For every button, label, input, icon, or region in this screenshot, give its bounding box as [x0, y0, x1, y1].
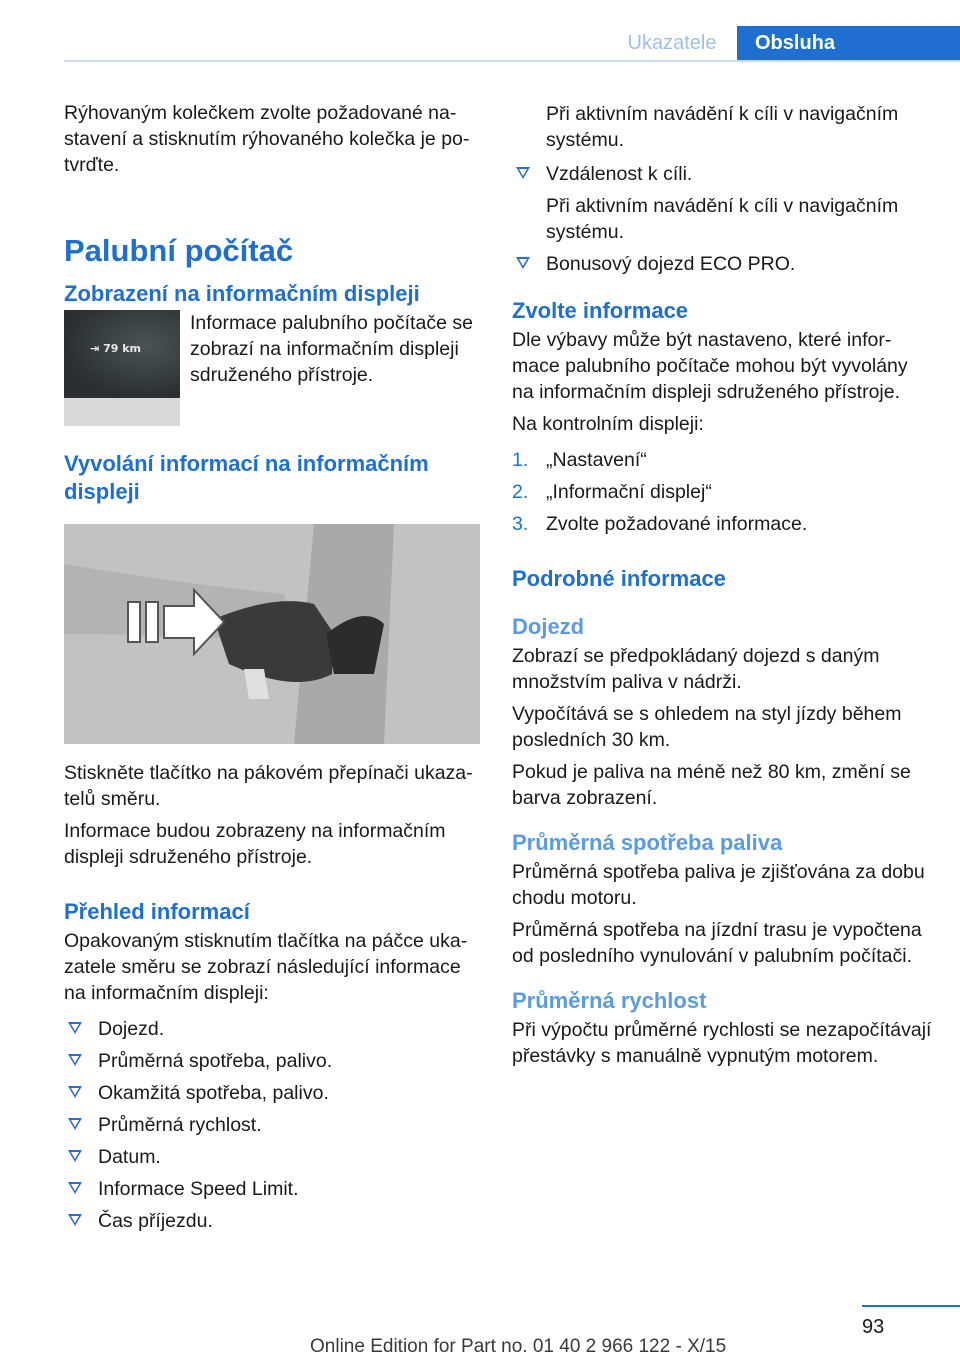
section-heading-detail: Podrobné informace: [512, 566, 726, 591]
triangle-bullet-icon: [68, 1214, 82, 1226]
lever-illustration: [64, 524, 480, 744]
continued-bullet-text: Při aktivním navádění k cíli v navigačním systému.: [546, 103, 899, 151]
list-item: [64, 1112, 484, 1144]
list-item-text: Informace Speed Limit.: [98, 1178, 299, 1200]
section-heading-display: Zobrazení na informačním displeji: [64, 281, 420, 306]
overview-paragraph: Opakovaným stisknutím tlačítka na páčce ukazatele směru se zobrazí následující informace na informačním displeji:: [64, 930, 468, 1004]
list-item-text: Vzdálenost k cíli.: [546, 163, 693, 185]
page-number: 93: [862, 1316, 885, 1338]
list-item: [64, 1080, 484, 1112]
section-tab-obsluha[interactable]: Obsluha: [737, 26, 960, 61]
list-item-text: Čas příjezdu.: [98, 1210, 213, 1232]
list-item-text: Průměrná spotřeba, palivo.: [98, 1050, 333, 1072]
step-text: „Nastavení“: [546, 449, 647, 471]
triangle-bullet-icon: [68, 1182, 82, 1194]
footer-divider: [862, 1305, 960, 1307]
choose-paragraph: Dle výbavy může být nastaveno, které informace palubního počítače mohou být vyvolány na informačním displeji sdruženého přístroje.: [512, 329, 908, 403]
page-header: [0, 0, 960, 62]
range-readout: [90, 336, 141, 362]
list-item: [64, 1048, 484, 1080]
subheading-average-consumption: Průměrná spotřeba paliva: [512, 830, 783, 855]
fuel-range-icon: ⇥: [90, 342, 100, 355]
control-display-paragraph: Na kontrolním displeji:: [512, 413, 704, 435]
subheading-range: Dojezd: [512, 614, 585, 639]
section-tab-ukazatele[interactable]: Ukazatele: [627, 32, 717, 54]
list-item: [64, 1016, 484, 1048]
range-paragraph-3: Pokud je paliva na méně než 80 km, změní se barva zobrazení.: [512, 761, 911, 809]
range-paragraph-2: Vypočítává se s ohledem na styl jízdy během posledních 30 km.: [512, 703, 902, 751]
call-paragraph-1: Stiskněte tlačítko na pákovém přepínači ukazatelů směru.: [64, 762, 473, 810]
triangle-bullet-icon: [68, 1150, 82, 1162]
triangle-bullet-icon: [68, 1022, 82, 1034]
subheading-average-speed: Průměrná rychlost: [512, 988, 707, 1013]
list-item: [64, 1208, 484, 1240]
step-number: 2.: [512, 481, 529, 503]
steps-list: [512, 447, 932, 543]
section-heading-overview: Přehled informací: [64, 899, 250, 924]
triangle-bullet-icon: [68, 1054, 82, 1066]
list-item: [64, 1144, 484, 1176]
call-paragraph-2: Informace budou zobrazeny na informačním displeji sdruženého přístroje.: [64, 820, 446, 868]
info-list-continued: [512, 161, 932, 283]
display-description: Informace palubního počítače se zobrazí na informačním displeji sdruženého přístroje.: [190, 312, 473, 386]
chapter-title: Palubní počítač: [64, 233, 294, 268]
triangle-bullet-icon: [68, 1086, 82, 1098]
range-paragraph-1: Zobrazí se předpokládaný dojezd s daným množstvím paliva v nádrži.: [512, 645, 880, 693]
list-item-subtext: Při aktivním navádění k cíli v navigačním systému.: [546, 195, 899, 243]
step-item: [512, 447, 932, 479]
step-item: [512, 479, 932, 511]
triangle-bullet-icon: [68, 1118, 82, 1130]
list-item: [512, 161, 932, 251]
list-item: [64, 1176, 484, 1208]
display-bezel: [64, 398, 180, 426]
display-illustration-block: [64, 310, 484, 432]
section-heading-choose: Zvolte informace: [512, 298, 689, 323]
left-column: [64, 100, 484, 1240]
triangle-bullet-icon: [516, 167, 530, 179]
triangle-bullet-icon: [516, 257, 530, 269]
intro-paragraph: Rýhovaným kolečkem zvolte požadované nastavení a stisknutím rýhovaného kolečka je potvrďte.: [64, 102, 470, 176]
speed-paragraph: Při výpočtu průměrné rychlosti se nezapočítávají přestávky s manuálně vypnutým motorem.: [512, 1019, 932, 1067]
list-item-text: Dojezd.: [98, 1018, 165, 1040]
edition-footer: Online Edition for Part no. 01 40 2 966 122 - X/15: [310, 1336, 727, 1357]
step-item: [512, 511, 932, 543]
step-text: Zvolte požadované informace.: [546, 513, 808, 535]
range-readout-value: 79 km: [103, 342, 141, 355]
list-item-text: Okamžitá spotřeba, palivo.: [98, 1082, 329, 1104]
step-number: 1.: [512, 449, 529, 471]
info-display-image: [64, 310, 180, 426]
list-item: [512, 251, 932, 283]
list-item-text: Datum.: [98, 1146, 161, 1168]
step-number: 3.: [512, 513, 529, 535]
turn-signal-lever-photo: [64, 524, 480, 744]
info-list: [64, 1016, 484, 1240]
list-item-text: Průměrná rychlost.: [98, 1114, 262, 1136]
section-heading-call: Vyvolání informací na informačním displeji: [64, 451, 429, 504]
list-item-text: Bonusový dojezd ECO PRO.: [546, 253, 796, 275]
consumption-paragraph-2: Průměrná spotřeba na jízdní trasu je vypočtena od posledního vynulování v palubním počítači.: [512, 919, 922, 967]
header-divider: [64, 60, 960, 62]
consumption-paragraph-1: Průměrná spotřeba paliva je zjišťována za dobu chodu motoru.: [512, 861, 925, 909]
step-text: „Informační displej“: [546, 481, 712, 503]
right-column: [512, 101, 932, 1075]
